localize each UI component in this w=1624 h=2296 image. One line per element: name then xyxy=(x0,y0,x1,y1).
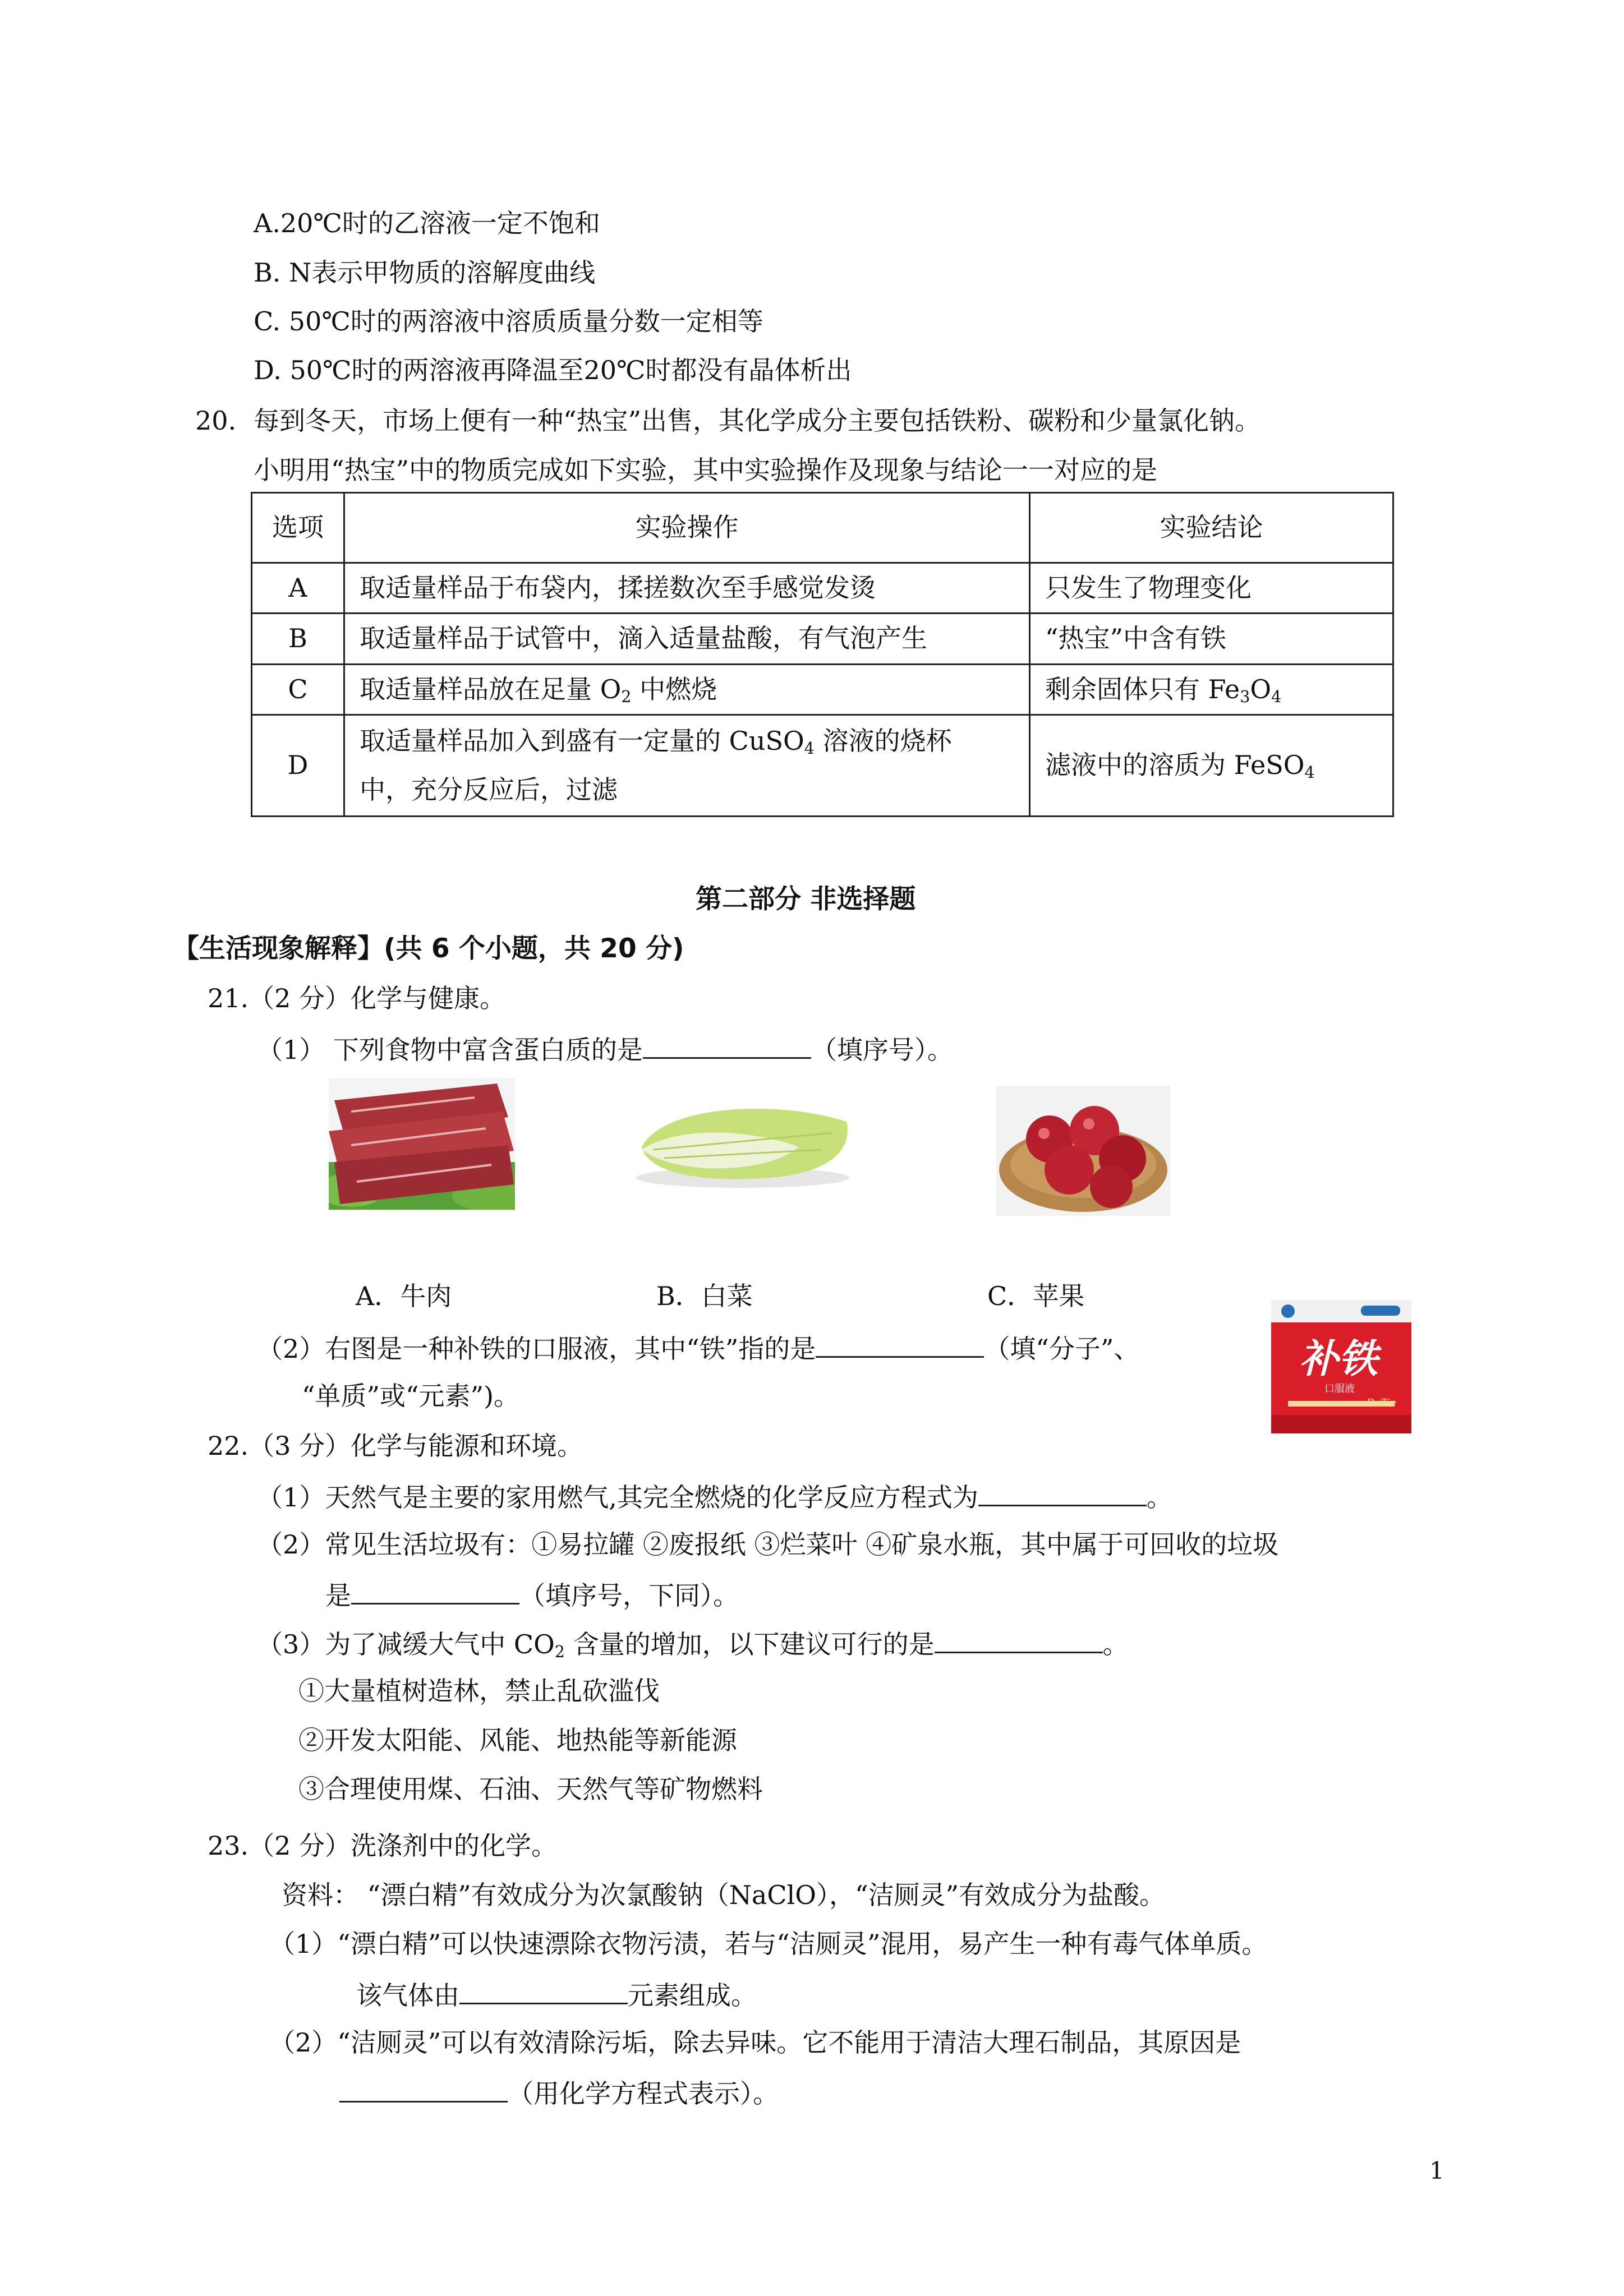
q20-number: 20. xyxy=(195,405,237,436)
q22-item-3: ③合理使用煤、石油、天然气等矿物燃料 xyxy=(298,1774,763,1804)
q19-option-b: B. N表示甲物质的溶解度曲线 xyxy=(254,257,596,288)
table-cell-conclusion: “热宝”中含有铁 xyxy=(1030,614,1393,664)
q22-item-2: ②开发太阳能、风能、地热能等新能源 xyxy=(298,1725,737,1755)
answer-blank[interactable] xyxy=(351,1580,519,1605)
answer-blank[interactable] xyxy=(935,1629,1103,1653)
cabbage-image xyxy=(631,1094,855,1193)
table-cell-conclusion: 滤液中的溶质为 FeSO$_4$ xyxy=(1030,715,1393,817)
box-title: 补铁 xyxy=(1299,1336,1378,1382)
q20-line1: 每到冬天，市场上便有一种“热宝”出售，其化学成分主要包括铁粉、碳粉和少量氯化钠。 xyxy=(254,405,1261,436)
table-header-option: 选项 xyxy=(252,493,344,563)
q22-sub2-line2: 是 （填序号，下同）。 xyxy=(325,1580,739,1611)
beef-image xyxy=(329,1078,515,1210)
q22-heading: 22.（3 分）化学与能源和环境。 xyxy=(208,1431,583,1461)
caption-beef: A．牛肉 xyxy=(356,1281,452,1311)
q20-line2: 小明用“热宝”中的物质完成如下实验，其中实验操作及现象与结论一一对应的是 xyxy=(254,455,1158,485)
box-pinyin: BuTie xyxy=(1367,1397,1397,1409)
q22-sub2-line1: （2）常见生活垃圾有：①易拉罐 ②废报纸 ③烂菜叶 ④矿泉水瓶，其中属于可回收的垃圾 xyxy=(257,1529,1279,1560)
table-row xyxy=(252,563,1393,614)
table-header-row xyxy=(252,493,1393,563)
q21-sub1: （1） 下列食物中富含蛋白质的是 （填序号）。 xyxy=(257,1035,953,1065)
q23-sub2-line1: （2）“洁厕灵”可以有效清除污垢，除去异味。它不能用于清洁大理石制品，其原因是 xyxy=(269,2027,1241,2058)
table-cell-conclusion: 只发生了物理变化 xyxy=(1030,563,1393,614)
q21-heading: 21.（2 分）化学与健康。 xyxy=(208,983,506,1013)
table-cell-operation: 取适量样品于试管中，滴入适量盐酸，有气泡产生 xyxy=(344,614,1030,664)
table-cell-option: B xyxy=(252,614,344,664)
answer-blank[interactable] xyxy=(816,1334,984,1358)
q19-option-c: C. 50℃时的两溶液中溶质质量分数一定相等 xyxy=(254,306,763,336)
q23-heading: 23.（2 分）洗涤剂中的化学。 xyxy=(208,1831,558,1861)
table-cell-option: A xyxy=(252,563,344,614)
q23-sub1-line1: （1）“漂白精”可以快速漂除衣物污渍，若与“洁厕灵”混用，易产生一种有毒气体单质。 xyxy=(269,1929,1268,1959)
q19-option-d: D. 50℃时的两溶液再降温至20℃时都没有晶体析出 xyxy=(254,355,852,385)
q23-sub2-line2: （用化学方程式表示）。 xyxy=(339,2078,779,2106)
page-number: 1 xyxy=(1429,2157,1444,2184)
table-row xyxy=(252,614,1393,664)
part2-title: 第二部分 非选择题 xyxy=(696,884,916,915)
section-title: 【生活现象解释】(共 6 个小题，共 20 分) xyxy=(173,933,684,964)
table-cell-option: D xyxy=(252,715,344,817)
q21-sub2: （2）右图是一种补铁的口服液，其中“铁”指的是 （填“分子”、 xyxy=(257,1334,1140,1364)
table-cell-operation: 取适量样品放在足量 $O_2$ 中燃烧 xyxy=(344,664,1030,714)
q19-option-a: A.20℃时的乙溶液一定不饱和 xyxy=(254,208,600,238)
apples-image xyxy=(996,1086,1170,1216)
answer-blank[interactable] xyxy=(643,1035,811,1059)
table-row xyxy=(252,664,1393,714)
table-cell-option: C xyxy=(252,664,344,714)
q22-sub3: （3）为了减缓大气中 $CO_2$ 含量的增加，以下建议可行的是 。 xyxy=(257,1629,1129,1662)
q22-sub1: （1）天然气是主要的家用燃气,其完全燃烧的化学反应方程式为 。 xyxy=(257,1482,1172,1513)
box-subtitle: 口服液 xyxy=(1324,1383,1355,1395)
table-cell-operation: 取适量样品加入到盛有一定量的 CuSO$_4$ 溶液的烧杯 中，充分反应后，过滤 xyxy=(344,715,1030,817)
q22-item-1: ①大量植树造林，禁止乱砍滥伐 xyxy=(298,1676,660,1706)
iron-supplement-box-image xyxy=(1271,1300,1411,1433)
table-header-conclusion: 实验结论 xyxy=(1030,493,1393,563)
answer-blank[interactable] xyxy=(978,1482,1147,1506)
table-row xyxy=(252,715,1393,817)
experiment-table xyxy=(251,492,1394,817)
table-header-operation: 实验操作 xyxy=(344,493,1030,563)
table-cell-operation: 取适量样品于布袋内，揉搓数次至手感觉发烫 xyxy=(344,563,1030,614)
q21-sub2-line2: “单质”或“元素”)。 xyxy=(302,1381,520,1411)
answer-blank[interactable] xyxy=(339,2078,508,2103)
caption-apple: C．苹果 xyxy=(987,1281,1085,1311)
table-cell-conclusion: 剩余固体只有 $Fe_3O_4$ xyxy=(1030,664,1393,714)
answer-blank[interactable] xyxy=(459,1980,628,2004)
q23-info: 资料： “漂白精”有效成分为次氯酸钠（NaClO），“洁厕灵”有效成分为盐酸。 xyxy=(282,1880,1165,1910)
caption-cabbage: B．白菜 xyxy=(656,1281,753,1311)
q23-sub1-line2: 该气体由 元素组成。 xyxy=(356,1980,757,2011)
